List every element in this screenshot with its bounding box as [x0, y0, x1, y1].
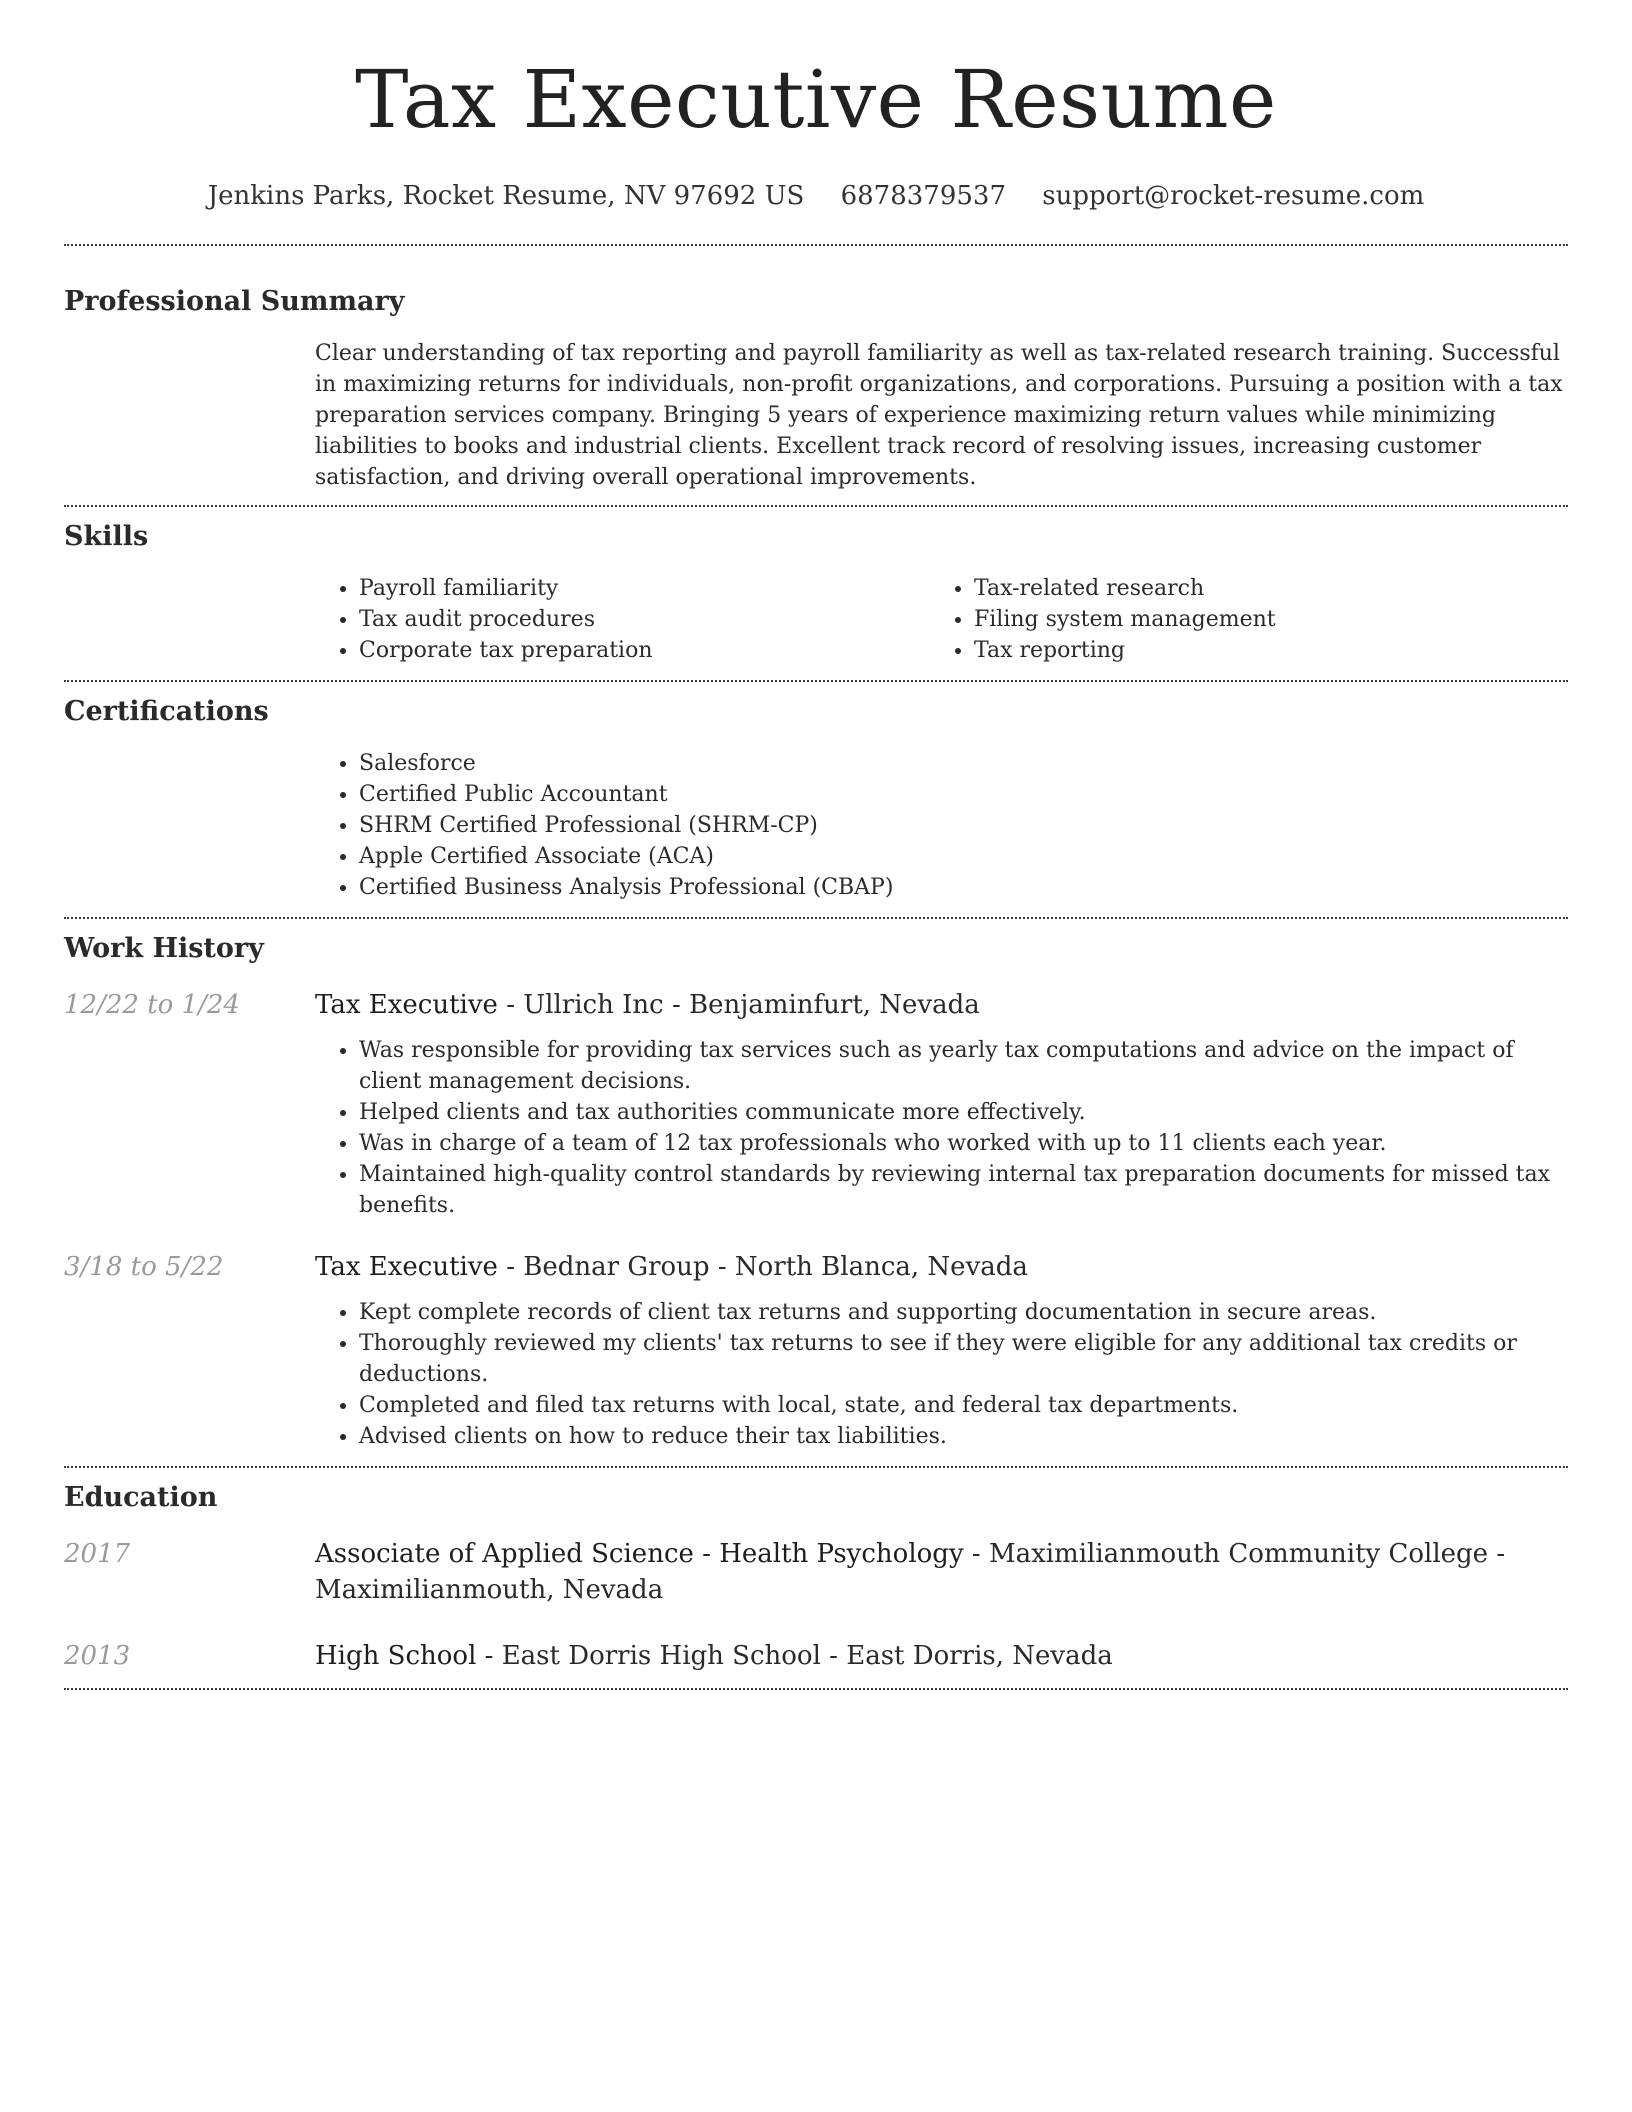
job-role: Tax Executive	[315, 1252, 498, 1282]
section-title-education: Education	[64, 1482, 218, 1513]
contact-line	[64, 178, 1568, 214]
job-company: - Ullrich Inc - Benjaminfurt, Nevada	[497, 990, 980, 1020]
education-date: 2013	[64, 1641, 131, 1671]
contact-email: support@rocket-resume.com	[1042, 181, 1425, 211]
job-role: Tax Executive	[315, 990, 498, 1020]
certification-item: • Salesforce	[359, 748, 1568, 779]
section-education	[64, 1468, 1568, 1688]
job-bullets	[315, 1035, 1568, 1221]
section-title-summary: Professional Summary	[64, 286, 405, 317]
education-entry	[64, 1638, 1568, 1674]
skills-list-right	[930, 573, 1545, 666]
job-bullet: • Was responsible for providing tax services such as yearly tax computations and advice on the impact of client management decisions.	[359, 1035, 1568, 1097]
resume-title: Tax Executive Resume	[355, 53, 1277, 146]
section-title-skills: Skills	[64, 521, 149, 552]
skill-item: • Tax audit procedures	[359, 604, 930, 635]
job-bullet: • Thoroughly reviewed my clients' tax returns to see if they were eligible for any additional tax credits or deductions.	[359, 1328, 1568, 1390]
certification-item: • SHRM Certified Professional (SHRM-CP)	[359, 810, 1568, 841]
certifications-list	[315, 748, 1568, 903]
skill-item: • Corporate tax preparation	[359, 635, 930, 666]
certification-item: • Apple Certified Associate (ACA)	[359, 841, 1568, 872]
job-heading	[315, 1249, 1568, 1285]
skill-item: • Tax reporting	[974, 635, 1545, 666]
job-bullets	[315, 1297, 1568, 1452]
education-school: - East Dorris High School - East Dorris, Nevada	[476, 1641, 1113, 1671]
section-title-work: Work History	[64, 933, 264, 964]
divider	[64, 1688, 1568, 1690]
job-heading	[315, 987, 1568, 1023]
job-bullet: • Completed and filed tax returns with local, state, and federal tax departments.	[359, 1390, 1568, 1421]
job-bullet: • Kept complete records of client tax returns and supporting documentation in secure areas.	[359, 1297, 1568, 1328]
job-bullet: • Advised clients on how to reduce their tax liabilities.	[359, 1421, 1568, 1452]
job-bullet: • Was in charge of a team of 12 tax professionals who worked with up to 11 clients each year.	[359, 1128, 1568, 1159]
section-certifications	[64, 682, 1568, 917]
job-entry	[64, 987, 1568, 1023]
section-summary	[64, 246, 1568, 505]
education-entry	[64, 1536, 1568, 1608]
section-title-certifications: Certifications	[64, 696, 269, 727]
education-date: 2017	[64, 1539, 131, 1569]
skills-grid	[315, 573, 1568, 666]
section-skills	[64, 507, 1568, 680]
contact-address: Jenkins Parks, Rocket Resume, NV 97692 US	[207, 181, 805, 211]
job-entry	[64, 1249, 1568, 1285]
job-date: 3/18 to 5/22	[64, 1252, 224, 1282]
skill-item: • Filing system management	[974, 604, 1545, 635]
education-school: - Maximilianmouth Community College - Maximilianmouth, Nevada	[315, 1539, 1506, 1605]
skill-item: • Tax-related research	[974, 573, 1545, 604]
summary-text: Clear understanding of tax reporting and payroll familiarity as well as tax-related research training. Successful in maximizing returns for individuals, non-profit organizations, and corporations. Pursuing a position with a tax preparation services company. Bringing 5 years of experience maximizing return values while minimizing liabilities to books and industrial clients. Excellent track record of resolving issues, increasing customer satisfaction, and driving overall operational improvements.	[315, 341, 1563, 490]
job-bullet: • Maintained high-quality control standards by reviewing internal tax preparation documents for missed tax benefits.	[359, 1159, 1568, 1221]
contact-phone: 6878379537	[840, 181, 1007, 211]
education-heading	[315, 1638, 1568, 1674]
job-date: 12/22 to 1/24	[64, 990, 240, 1020]
skill-item: • Payroll familiarity	[359, 573, 930, 604]
job-company: - Bednar Group - North Blanca, Nevada	[497, 1252, 1028, 1282]
certification-item: • Certified Business Analysis Professional (CBAP)	[359, 872, 1568, 903]
skills-list-left	[315, 573, 930, 666]
education-degree: Associate of Applied Science - Health Psychology	[315, 1539, 964, 1569]
education-degree: High School	[315, 1641, 477, 1671]
education-heading	[315, 1536, 1568, 1608]
certification-item: • Certified Public Accountant	[359, 779, 1568, 810]
job-bullet: • Helped clients and tax authorities communicate more effectively.	[359, 1097, 1568, 1128]
section-work-history	[64, 919, 1568, 1466]
